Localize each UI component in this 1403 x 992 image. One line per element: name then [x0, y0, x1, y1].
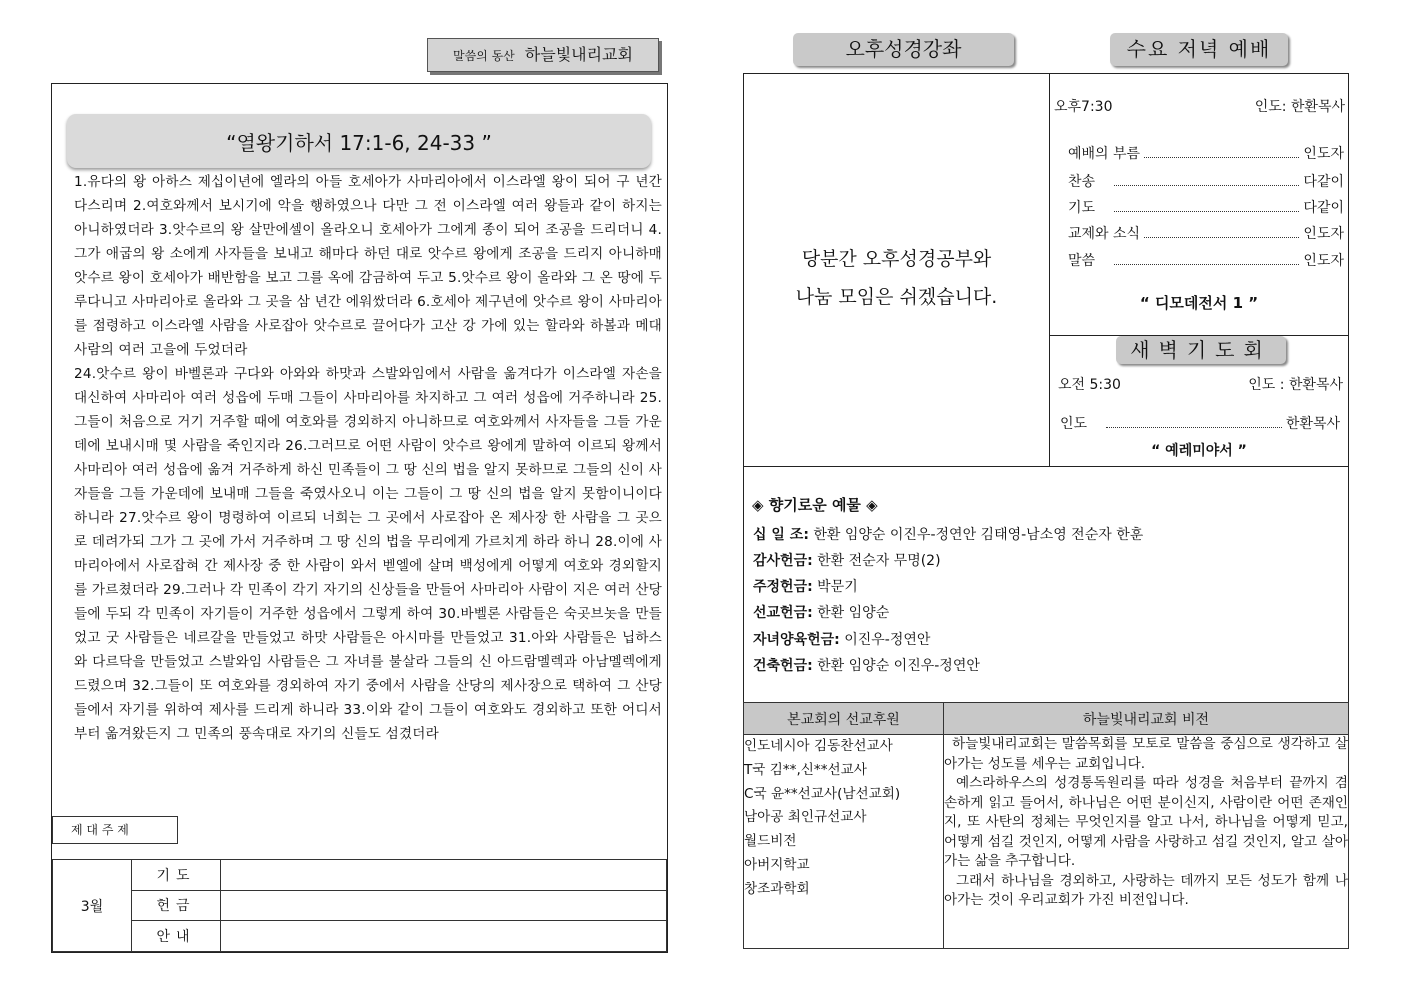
missions-vision-table — [743, 702, 1349, 949]
mission-item: 인도네시아 김동찬선교사 — [744, 738, 893, 754]
order-who: 인도자 — [1303, 253, 1344, 269]
dawn-time: 오전 5:30 — [1058, 377, 1121, 393]
mission-item: C국 윤**선교사(남선교회) — [744, 785, 901, 802]
section-divider — [744, 466, 1348, 467]
offering-label: 주정헌금: — [753, 579, 813, 595]
order-who: 인도자 — [1303, 146, 1344, 162]
footnote-box: 제 대 주 제 — [52, 816, 178, 844]
offering-label: 자녀양육헌금: — [753, 632, 840, 648]
offering-names: 한환 전순자 무명(2) — [817, 553, 941, 569]
offering-label: 건축헌금: — [753, 658, 813, 674]
order-who: 다같이 — [1303, 200, 1344, 216]
wednesday-leader: 인도: 한환목사 — [1254, 99, 1345, 115]
dawn-leader: 인도 : 한환목사 — [1248, 377, 1343, 393]
order-item: 찬송 — [1068, 174, 1096, 190]
offering-label: 감사헌금: — [753, 553, 813, 569]
offering-row — [753, 576, 858, 596]
schedule-value — [221, 921, 667, 952]
church-name: 하늘빛내리교회 — [524, 45, 633, 64]
leader-dots — [1144, 229, 1299, 238]
vision-text — [944, 735, 1349, 949]
offerings-heading: ◈ 향기로운 예물 ◈ — [752, 496, 878, 514]
schedule-row — [53, 860, 667, 891]
offering-names: 한환 임양순 이진우-정연안 김태영-남소영 전순자 한훈 — [813, 527, 1144, 543]
schedule-row — [53, 921, 667, 952]
offering-names: 한환 임양순 — [817, 605, 890, 621]
vision-paragraph: 예스라하우스의 성경통독원리를 따라 성경을 처음부터 끝까지 겸손하게 읽고 들어서, 하나님은 어떤 분이신지, 사람이란 어떤 존재인지, 또 사탄의 정체는 무엇인지를 알고 나서, 하나님을 어떻게 믿고, 어떻게 섬길 것인지, 어떻게 사람을 사랑하고 섬길 것인지, 알고 살아가는 삶을 추구합니다. — [944, 775, 1348, 869]
order-row — [1068, 197, 1344, 217]
vision-paragraph: 그래서 하나님을 경외하고, 사랑하는 데까지 모든 성도가 함께 나아가는 것이 우리교회가 가진 비전입니다. — [944, 872, 1348, 908]
order-row — [1068, 250, 1344, 270]
order-who: 인도자 — [1303, 226, 1344, 242]
order-who: 한환목사 — [1285, 416, 1340, 432]
schedule-label: 기도 — [132, 860, 221, 891]
order-row — [1068, 171, 1344, 191]
dawn-prayer-title: 새벽기도회 — [1116, 336, 1286, 364]
reading-title: “열왕기하서 17:1-6, 24-33 ” — [67, 114, 651, 168]
missions-header: 본교회의 선교후원 — [744, 703, 944, 735]
offering-row — [753, 550, 941, 570]
order-item: 기도 — [1068, 200, 1096, 216]
mission-item: 아버지학교 — [744, 856, 810, 873]
order-row — [1068, 223, 1344, 243]
order-item: 교제와 소식 — [1068, 226, 1141, 242]
order-item: 말씀 — [1068, 253, 1096, 269]
order-item: 인도 — [1060, 416, 1088, 432]
wednesday-text: “ 디모데전서 1 ” — [1139, 294, 1259, 312]
schedule-label: 헌금 — [132, 890, 221, 921]
order-who: 다같이 — [1303, 174, 1344, 190]
wednesday-time: 오후7:30 — [1054, 99, 1113, 115]
mission-item: 창조과학회 — [744, 880, 810, 897]
offering-row — [753, 602, 889, 622]
schedule-month: 3월 — [53, 860, 132, 952]
vision-header: 하늘빛내리교회 비전 — [944, 703, 1349, 735]
wednesday-service-title: 수요 저녁 예배 — [1110, 33, 1288, 66]
schedule-value — [221, 860, 667, 891]
leader-dots — [1114, 256, 1299, 265]
offering-label: 십 일 조: — [753, 527, 809, 543]
missions-list — [744, 735, 944, 949]
dawn-text: “ 예레미야서 ” — [1151, 443, 1247, 459]
scripture-paragraph-2: 24.앗수르 왕이 바벨론과 구다와 아와와 하맛과 스발와임에서 사람을 옮겨다가 이스라엘 자손을 대신하여 사마리아 여러 성읍에 두매 그들이 사마리아를 차지하고 그 여러 성읍에 거주하니라 25.그들이 처음으로 거기 거주할 때에 여호와를 경외하지 아니하므로 여호와께서 사자들을 그들 가운데에 보내시매 몇 사람을 죽인지라 26.그러므로 어떤 사람이 앗수르 왕에게 말하여 이르되 왕께서 사마리아 여러 성읍에 옮겨 거주하게 하신 민족들이 그 땅 신의 법을 알지 못하므로 그들의 신이 사자들을 그들 가운데에 보내매 그들을 죽였사오니 이는 그들이 그 땅 신의 법을 알지 못함이니이다 하니라 27.앗수르 왕이 명령하여 이르되 너희는 그 곳에서 사로잡아 온 제사장 한 사람을 그 곳으로 데려가되 그가 그 곳에 가서 거주하며 그 땅 신의 법을 무리에게 가르치게 하라 하니 28.이에 사마리아에서 사로잡혀 간 제사장 중 한 사람이 와서 벧엘에 살며 백성에게 어떻게 여호와 경외할지를 가르쳤더라 29.그러나 각 민족이 각기 자기의 신상들을 만들어 사마리아 사람이 지은 여러 산당들에 두되 각 민족이 자기들이 거주한 성읍에서 그렇게 하여 30.바벨론 사람들은 숙곳브놋을 만들었고 굿 사람들은 네르갈을 만들었고 하맛 사람들은 아시마를 만들었고 31.아와 사람들은 닙하스와 다르닥을 만들었고 스발와임 사람들은 그 자녀를 불살라 그들의 신 아드람멜렉과 아남멜렉에게 드렸으며 32.그들이 또 여호와를 경외하여 자기 중에서 사람을 산당의 제사장으로 택하여 그 산당들에서 자기를 위하여 제사를 드리게 하니라 33.이와 같이 그들이 여호와도 경외하고 또한 어디서부터 옮겨왔든지 그 민족의 풍속대로 자기의 신들도 섬겼더라 — [74, 366, 662, 742]
offering-row — [753, 629, 930, 649]
offering-row — [753, 524, 1143, 544]
offering-row — [753, 655, 980, 675]
vision-paragraph: 하늘빛내리교회는 말씀목회를 모토로 말씀을 중심으로 생각하고 살아가는 성도를 세우는 교회입니다. — [944, 736, 1348, 772]
mission-item: 남아공 최인규선교사 — [744, 809, 867, 826]
leader-dots — [1114, 203, 1299, 212]
afternoon-study-title: 오후성경강좌 — [793, 33, 1014, 66]
order-row — [1068, 143, 1344, 163]
scripture-text — [74, 170, 662, 746]
notice-line: 당분간 오후성경공부와 — [801, 248, 992, 270]
mission-item: T국 김**,신**선교사 — [744, 761, 867, 778]
offering-label: 선교헌금: — [753, 605, 813, 621]
leader-dots — [1106, 419, 1282, 428]
schedule-label: 안내 — [132, 921, 221, 952]
leader-dots — [1144, 149, 1299, 158]
schedule-table — [52, 859, 667, 952]
order-item: 예배의 부름 — [1068, 146, 1141, 162]
offering-names: 한환 임양순 이진우-정연안 — [817, 658, 980, 674]
column-divider — [1049, 74, 1050, 466]
leader-dots — [1114, 177, 1299, 186]
schedule-row — [53, 890, 667, 921]
offering-names: 이진우-정연안 — [844, 632, 931, 648]
schedule-value — [221, 890, 667, 921]
dawn-order-row — [1060, 413, 1340, 433]
notice-line: 나눔 모임은 쉬겠습니다. — [795, 286, 998, 308]
afternoon-notice — [744, 240, 1049, 316]
church-title-box — [427, 38, 659, 72]
church-motto: 말씀의 동산 — [453, 49, 515, 63]
offering-names: 박문기 — [817, 579, 858, 595]
scripture-paragraph-1: 1.유다의 왕 아하스 제십이년에 엘라의 아들 호세아가 사마리아에서 이스라엘 왕이 되어 구 년간 다스리며 2.여호와께서 보시기에 악을 행하였으나 다만 그 전 이스라엘 여러 왕들과 같이 하지는 아니하였더라 3.앗수르의 왕 살만에셀이 올라오니 호세아가 그에게 종이 되어 조공을 드리더니 4.그가 애굽의 왕 소에게 사자들을 보내고 해마다 하던 대로 앗수르 왕에게 조공을 드리지 아니하매 앗수르 왕이 호세아가 배반함을 보고 그를 옥에 감금하여 두고 5.앗수르 왕이 올라와 그 온 땅에 두루다니고 사마리아로 올라와 그 곳을 삼 년간 에워쌌더라 6.호세아 제구년에 앗수르 왕이 사마리아를 점령하고 이스라엘 사람을 사로잡아 앗수르로 끌어다가 고산 강 가에 있는 할라와 하볼과 메대 사람의 여러 고을에 두었더라 — [74, 174, 662, 358]
mission-item: 월드비전 — [744, 833, 797, 850]
